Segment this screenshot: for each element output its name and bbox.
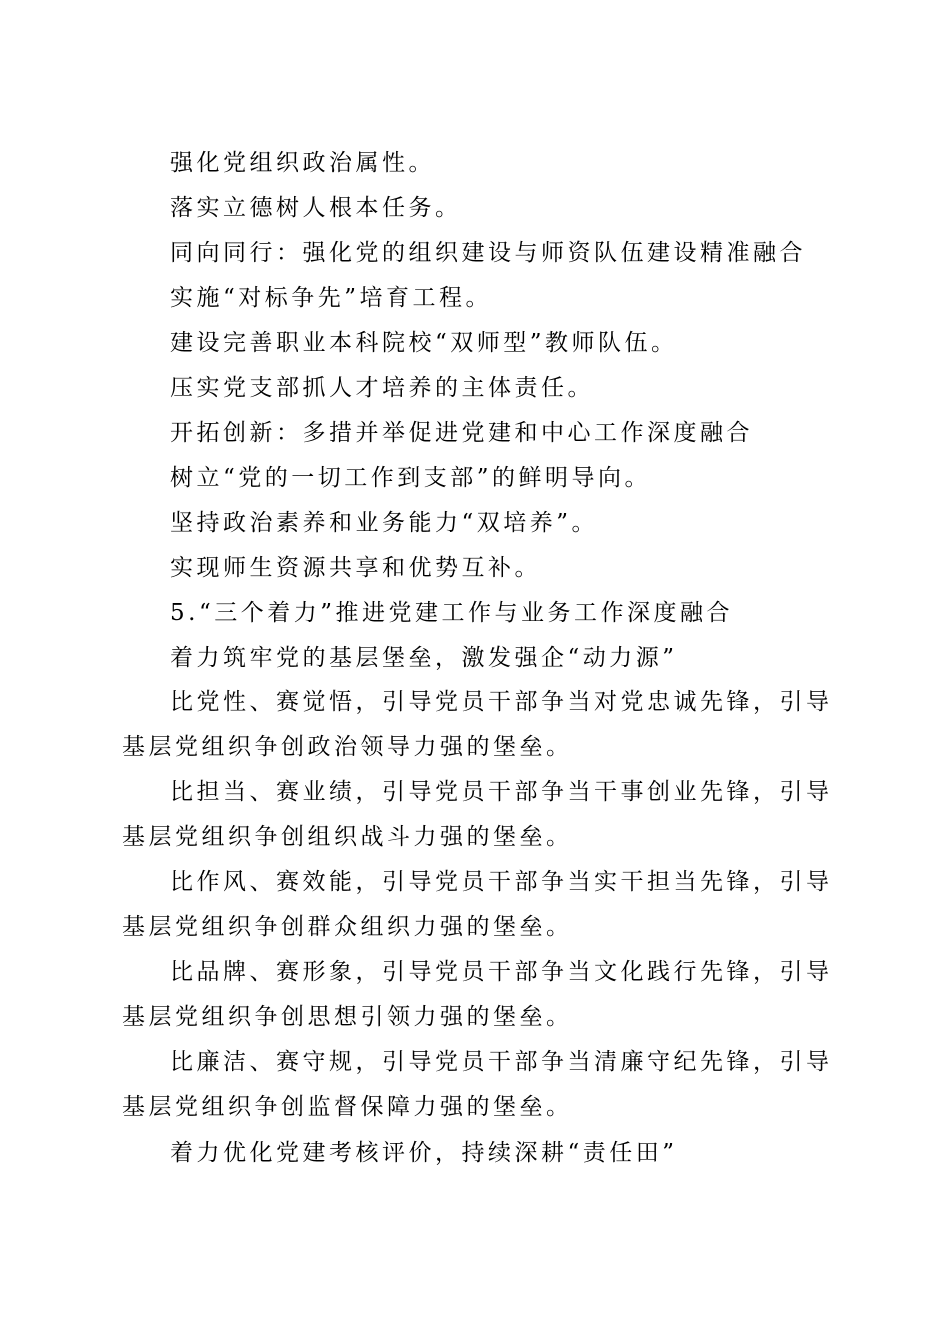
section-heading: 同向同行：强化党的组织建设与师资队伍建设精准融合	[170, 240, 806, 266]
paragraph: 比作风、赛效能，引导党员干部争当实干担当先锋，引导基层党组织争创群众组织力强的堡垒。	[122, 869, 833, 940]
paragraph: 比品牌、赛形象，引导党员干部争当文化践行先锋，引导基层党组织争创思想引领力强的堡垒。	[122, 959, 833, 1030]
section-heading: 开拓创新：多措并举促进党建和中心工作深度融合	[170, 420, 753, 446]
text-line: 落实立德树人根本任务。	[170, 195, 462, 221]
text-line: 强化党组织政治属性。	[170, 150, 435, 176]
text-line: 实施“对标争先”培育工程。	[170, 285, 493, 311]
subheading: 着力优化党建考核评价，持续深耕“责任田”	[170, 1140, 678, 1166]
paragraph: 比廉洁、赛守规，引导党员干部争当清廉守纪先锋，引导基层党组织争创监督保障力强的堡垒。	[122, 1049, 833, 1120]
subheading: 着力筑牢党的基层堡垒，激发强企“动力源”	[170, 645, 678, 671]
text-line: 压实党支部抓人才培养的主体责任。	[170, 375, 594, 401]
text-line: 实现师生资源共享和优势互补。	[170, 555, 541, 581]
text-line: 树立“党的一切工作到支部”的鲜明导向。	[170, 465, 652, 491]
text-line: 坚持政治素养和业务能力“双培养”。	[170, 510, 599, 536]
text-line: 建设完善职业本科院校“双师型”教师队伍。	[170, 330, 678, 356]
paragraph: 比党性、赛觉悟，引导党员干部争当对党忠诚先锋，引导基层党组织争创政治领导力强的堡垒。	[122, 689, 833, 760]
numbered-heading: 5.“三个着力”推进党建工作与业务工作深度融合	[170, 600, 733, 626]
paragraph: 比担当、赛业绩，引导党员干部争当干事创业先锋，引导基层党组织争创组织战斗力强的堡垒。	[122, 779, 833, 850]
